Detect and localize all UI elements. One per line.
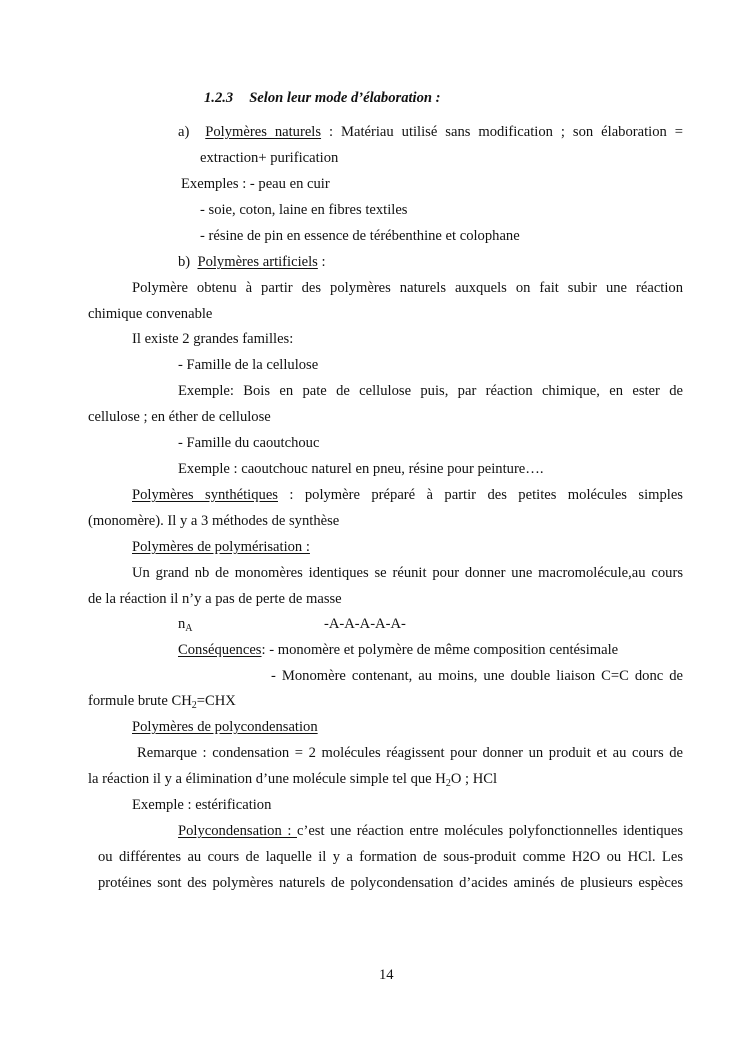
polycondensation-remark-2: la réaction il y a élimination d’une molécule simple tel que $H_2O$ ; HCl	[88, 771, 498, 789]
natural-line-1: a) Polymères naturels : Matériau utilisé sans modification ; son élaboration =	[178, 124, 683, 140]
polycondensation-def-1: Polycondensation : c’est une réaction entre molécules polyfonctionnelles identiques	[178, 823, 683, 839]
natural-example-2: - soie, coton, laine en fibres textiles	[200, 202, 408, 218]
section-heading	[204, 89, 441, 107]
polycondensation-example: Exemple : estérification	[132, 797, 272, 813]
artificial-heading-line: b) Polymères artificiels :	[178, 254, 326, 270]
artificial-families-intro: Il existe 2 grandes familles:	[132, 331, 294, 347]
artificial-heading: Polymères artificiels	[197, 254, 318, 270]
polycondensation-heading: Polymères de polycondensation	[132, 719, 318, 735]
family-cellulose-example-2: cellulose ; en éther de cellulose	[88, 409, 271, 425]
consequence-2-cont: formule brute $CH_2=CHX$	[88, 693, 236, 711]
section-number: 1.2.3	[204, 90, 234, 106]
natural-example-3: - résine de pin en essence de térébenthine et colophane	[200, 228, 520, 244]
synthetic-heading: Polymères synthétiques	[132, 487, 278, 503]
natural-heading: Polymères naturels	[205, 124, 322, 140]
family-cellulose: - Famille de la cellulose	[178, 357, 319, 373]
polycondensation-remark-1: Remarque : condensation = 2 molécules réagissent pour donner un produit et au cours de	[137, 745, 683, 761]
family-caoutchouc-example: Exemple : caoutchouc naturel en pneu, résine pour peinture….	[178, 461, 544, 477]
consequence-1: Conséquences: - monomère et polymère de même composition centésimale	[178, 642, 619, 658]
synthetic-line-1: Polymères synthétiques : polymère préparé à partir des petites molécules simples	[132, 487, 683, 503]
family-caoutchouc: - Famille du caoutchouc	[178, 435, 320, 451]
polymerisation-formula-right: -A-A-A-A-A-	[324, 616, 406, 632]
family-cellulose-example-1: Exemple: Bois en pate de cellulose puis, par réaction chimique, en ester de	[178, 383, 683, 399]
synthetic-line-2: (monomère). Il y a 3 méthodes de synthèse	[88, 513, 340, 529]
polycondensation-def-3: protéines sont des polymères naturels de polycondensation d’acides aminés de plusieurs espèces	[98, 875, 683, 891]
artificial-def-2: chimique convenable	[88, 306, 213, 322]
artificial-def-1: Polymère obtenu à partir des polymères naturels auxquels on fait subir une réaction	[132, 280, 683, 296]
natural-examples-intro: Exemples : - peau en cuir	[181, 176, 330, 192]
section-title: Selon leur mode d’élaboration :	[249, 90, 441, 106]
polymerisation-formula-left: $n_A$	[178, 616, 193, 634]
consequences-label: Conséquences	[178, 642, 262, 658]
polymerisation-heading: Polymères de polymérisation :	[132, 539, 310, 555]
natural-line-2: extraction+ purification	[200, 150, 339, 166]
polymerisation-text-1: Un grand nb de monomères identiques se réunit pour donner une macromolécule,au cours	[132, 565, 683, 581]
polycondensation-def-label: Polycondensation :	[178, 823, 297, 839]
consequence-2: - Monomère contenant, au moins, une double liaison C=C donc de	[271, 668, 683, 684]
polymerisation-text-2: de la réaction il n’y a pas de perte de masse	[88, 591, 342, 607]
polycondensation-def-2: ou différentes au cours de laquelle il y a formation de sous-produit comme H2O ou HCl. Les	[98, 849, 683, 865]
page-number: 14	[379, 967, 394, 983]
